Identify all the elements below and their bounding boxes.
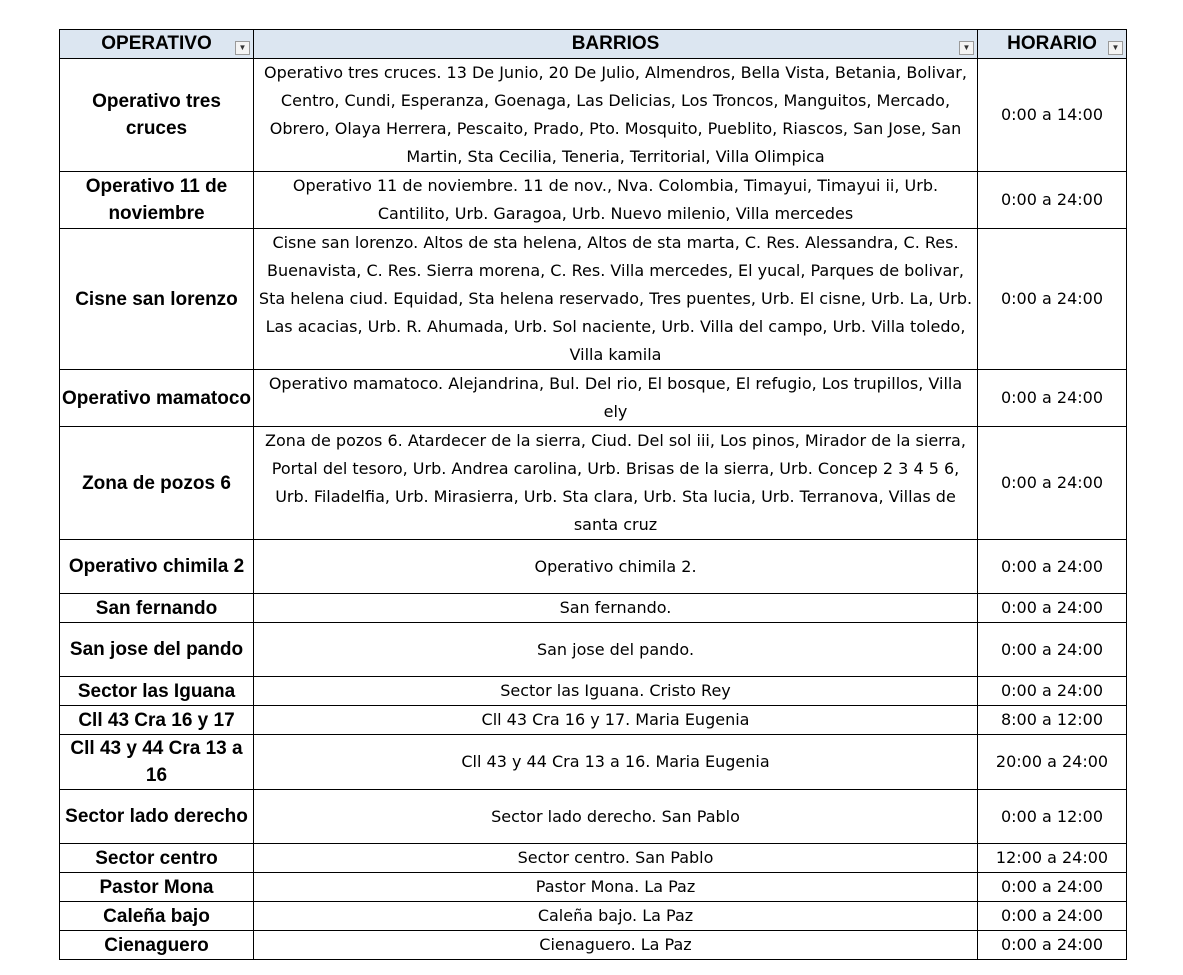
table-row[interactable] (60, 370, 1127, 427)
horario-cell[interactable]: 12:00 a 24:00 (978, 844, 1127, 873)
table-row[interactable] (60, 59, 1127, 172)
operativo-cell[interactable]: Operativo tres cruces (60, 59, 254, 172)
table-row[interactable] (60, 735, 1127, 790)
horario-cell[interactable]: 0:00 a 24:00 (978, 873, 1127, 902)
barrios-cell[interactable]: San fernando. (254, 594, 978, 623)
filter-dropdown-icon[interactable]: ▼ (959, 41, 974, 55)
header-barrios[interactable] (254, 30, 978, 59)
filter-active-icon[interactable]: ▼ (235, 41, 250, 55)
header-row (60, 30, 1127, 59)
barrios-cell[interactable]: Cll 43 y 44 Cra 13 a 16. Maria Eugenia (254, 735, 978, 790)
operativo-cell[interactable]: Operativo mamatoco (60, 370, 254, 427)
barrios-cell[interactable]: Operativo tres cruces. 13 De Junio, 20 De Julio, Almendros, Bella Vista, Betania, Bolivar, Centro, Cundi, Esperanza, Goenaga, Las Delicias, Los Troncos, Manguitos, Mercado, Obrero, Olaya Herrera, Pescaito, Prado, Pto. Mosquito, Pueblito, Riascos, San Jose, San Martin, Sta Cecilia, Teneria, Territorial, Villa Olimpica (254, 59, 978, 172)
operativo-cell[interactable]: Cienaguero (60, 931, 254, 960)
table-row[interactable] (60, 427, 1127, 540)
table-row[interactable] (60, 902, 1127, 931)
horario-cell[interactable]: 0:00 a 24:00 (978, 623, 1127, 677)
operativo-cell[interactable]: Sector centro (60, 844, 254, 873)
table-row[interactable] (60, 229, 1127, 370)
table-row[interactable] (60, 594, 1127, 623)
table-row[interactable] (60, 931, 1127, 960)
horario-cell[interactable]: 0:00 a 14:00 (978, 59, 1127, 172)
barrios-cell[interactable]: Sector lado derecho. San Pablo (254, 790, 978, 844)
table-row[interactable] (60, 540, 1127, 594)
operativo-cell[interactable]: Caleña bajo (60, 902, 254, 931)
table-row[interactable] (60, 623, 1127, 677)
operativo-cell[interactable]: San jose del pando (60, 623, 254, 677)
horario-cell[interactable]: 0:00 a 24:00 (978, 902, 1127, 931)
header-horario-label: HORARIO (1007, 33, 1097, 54)
table-row[interactable] (60, 873, 1127, 902)
header-operativo[interactable] (60, 30, 254, 59)
operativo-cell[interactable]: Zona de pozos 6 (60, 427, 254, 540)
horario-cell[interactable]: 8:00 a 12:00 (978, 706, 1127, 735)
barrios-cell[interactable]: Sector las Iguana. Cristo Rey (254, 677, 978, 706)
table-row[interactable] (60, 172, 1127, 229)
operativo-cell[interactable]: Cisne san lorenzo (60, 229, 254, 370)
operativo-cell[interactable]: Cll 43 Cra 16 y 17 (60, 706, 254, 735)
horario-cell[interactable]: 0:00 a 24:00 (978, 540, 1127, 594)
table-row[interactable] (60, 706, 1127, 735)
operativo-cell[interactable]: Cll 43 y 44 Cra 13 a 16 (60, 735, 254, 790)
table-row[interactable] (60, 677, 1127, 706)
operativo-cell[interactable]: Pastor Mona (60, 873, 254, 902)
horario-cell[interactable]: 0:00 a 24:00 (978, 677, 1127, 706)
barrios-cell[interactable]: Operativo mamatoco. Alejandrina, Bul. Del rio, El bosque, El refugio, Los trupillos, Villa ely (254, 370, 978, 427)
barrios-cell[interactable]: Caleña bajo. La Paz (254, 902, 978, 931)
barrios-cell[interactable]: Operativo chimila 2. (254, 540, 978, 594)
header-barrios-label: BARRIOS (571, 33, 660, 54)
operativo-cell[interactable]: Sector lado derecho (60, 790, 254, 844)
barrios-cell[interactable]: Sector centro. San Pablo (254, 844, 978, 873)
barrios-cell[interactable]: San jose del pando. (254, 623, 978, 677)
horario-cell[interactable]: 0:00 a 12:00 (978, 790, 1127, 844)
operativo-cell[interactable]: Sector las Iguana (60, 677, 254, 706)
operativo-cell[interactable]: San fernando (60, 594, 254, 623)
header-operativo-label: OPERATIVO (101, 33, 212, 54)
barrios-table (59, 29, 1127, 960)
header-horario[interactable] (978, 30, 1127, 59)
horario-cell[interactable]: 0:00 a 24:00 (978, 931, 1127, 960)
barrios-cell[interactable]: Pastor Mona. La Paz (254, 873, 978, 902)
horario-cell[interactable]: 20:00 a 24:00 (978, 735, 1127, 790)
horario-cell[interactable]: 0:00 a 24:00 (978, 172, 1127, 229)
operativo-cell[interactable]: Operativo 11 de noviembre (60, 172, 254, 229)
operativo-cell[interactable]: Operativo chimila 2 (60, 540, 254, 594)
filter-dropdown-icon[interactable]: ▼ (1108, 41, 1123, 55)
barrios-cell[interactable]: Cll 43 Cra 16 y 17. Maria Eugenia (254, 706, 978, 735)
horario-cell[interactable]: 0:00 a 24:00 (978, 594, 1127, 623)
barrios-cell[interactable]: Operativo 11 de noviembre. 11 de nov., Nva. Colombia, Timayui, Timayui ii, Urb. Cantilito, Urb. Garagoa, Urb. Nuevo milenio, Villa mercedes (254, 172, 978, 229)
table-row[interactable] (60, 844, 1127, 873)
table-row[interactable] (60, 790, 1127, 844)
barrios-cell[interactable]: Cienaguero. La Paz (254, 931, 978, 960)
barrios-cell[interactable]: Cisne san lorenzo. Altos de sta helena, Altos de sta marta, C. Res. Alessandra, C. Res. Buenavista, C. Res. Sierra morena, C. Res. Villa mercedes, El yucal, Parques de bolivar, Sta helena ciud. Equidad, Sta helena reservado, Tres puentes, Urb. El cisne, Urb. La, Urb. Las acacias, Urb. R. Ahumada, Urb. Sol naciente, Urb. Villa del campo, Urb. Villa toledo, Villa kamila (254, 229, 978, 370)
barrios-cell[interactable]: Zona de pozos 6. Atardecer de la sierra, Ciud. Del sol iii, Los pinos, Mirador de la sierra, Portal del tesoro, Urb. Andrea carolina, Urb. Brisas de la sierra, Urb. Concep 2 3 4 5 6, Urb. Filadelfia, Urb. Mirasierra, Urb. Sta clara, Urb. Sta lucia, Urb. Terranova, Villas de santa cruz (254, 427, 978, 540)
horario-cell[interactable]: 0:00 a 24:00 (978, 370, 1127, 427)
horario-cell[interactable]: 0:00 a 24:00 (978, 229, 1127, 370)
horario-cell[interactable]: 0:00 a 24:00 (978, 427, 1127, 540)
